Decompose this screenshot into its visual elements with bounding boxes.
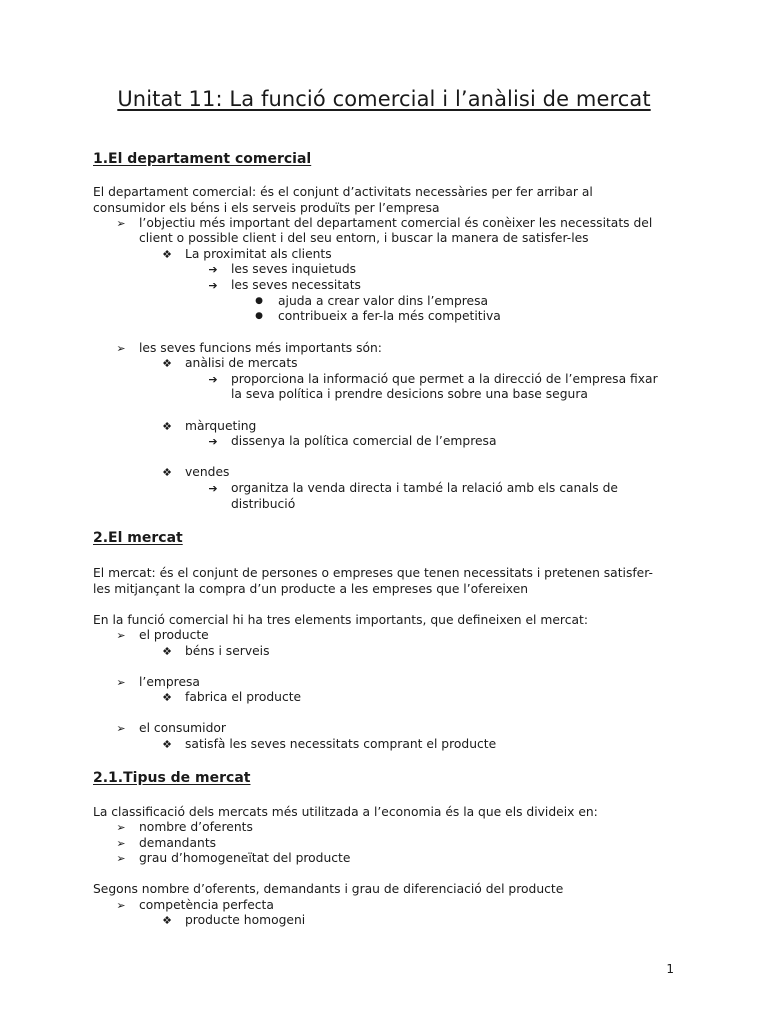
section-heading-departament: 1.El departament comercial <box>93 151 312 167</box>
arrowhead-bullet-icon: ➢ <box>116 837 126 850</box>
list-item: fabrica el producte <box>185 690 302 704</box>
arrowhead-bullet-icon: ➢ <box>116 852 126 865</box>
arrowhead-bullet-icon: ➢ <box>116 217 126 230</box>
diamond-bullet-icon: ❖ <box>162 691 172 704</box>
list-item: béns i serveis <box>185 644 270 658</box>
arrowhead-bullet-icon: ➢ <box>116 899 126 912</box>
list-item: competència perfecta <box>139 898 274 912</box>
list-item: el producte <box>139 628 209 642</box>
arrow-bullet-icon: ➔ <box>208 263 218 276</box>
paragraph-line: En la funció comercial hi ha tres elements importants, que defineixen el mercat: <box>93 613 588 627</box>
list-item-continuation: distribució <box>231 497 296 511</box>
paragraph-line: les mitjançant la compra d’un producte a les empreses que l’ofereixen <box>93 582 529 596</box>
page-number: 1 <box>666 962 674 976</box>
diamond-bullet-icon: ❖ <box>162 420 172 433</box>
arrow-bullet-icon: ➔ <box>208 373 218 386</box>
diamond-bullet-icon: ❖ <box>162 914 172 927</box>
list-item: La proximitat als clients <box>185 247 332 261</box>
list-item: màrqueting <box>185 419 257 433</box>
list-item: les seves inquietuds <box>231 262 357 276</box>
paragraph-line: consumidor els béns i els serveis produïts per l’empresa <box>93 201 440 215</box>
arrow-bullet-icon: ➔ <box>208 482 218 495</box>
diamond-bullet-icon: ❖ <box>162 645 172 658</box>
section-heading-tipus-mercat: 2.1.Tipus de mercat <box>93 770 251 786</box>
document-title: Unitat 11: La funció comercial i l’anàlisi de mercat <box>117 87 651 111</box>
list-item: dissenya la política comercial de l’empresa <box>231 434 497 448</box>
list-item: grau d’homogeneïtat del producte <box>139 851 351 865</box>
list-item: demandants <box>139 836 217 850</box>
dot-bullet-icon: ● <box>255 296 263 306</box>
arrowhead-bullet-icon: ➢ <box>116 342 126 355</box>
list-item: nombre d’oferents <box>139 820 253 834</box>
paragraph-line: El departament comercial: és el conjunt d’activitats necessàries per fer arribar al <box>93 185 593 199</box>
list-item: proporciona la informació que permet a la direcció de l’empresa fixar <box>231 372 658 386</box>
list-item: l’objectiu més important del departament comercial és conèixer les necessitats del <box>139 216 653 230</box>
paragraph-line: La classificació dels mercats més utilitzada a l’economia és la que els divideix en: <box>93 805 598 819</box>
arrowhead-bullet-icon: ➢ <box>116 821 126 834</box>
list-item: les seves necessitats <box>231 278 361 292</box>
list-item: anàlisi de mercats <box>185 356 298 370</box>
list-item: vendes <box>185 465 230 479</box>
list-item: les seves funcions més importants són: <box>139 341 382 355</box>
list-item: contribueix a fer-la més competitiva <box>278 309 501 323</box>
diamond-bullet-icon: ❖ <box>162 738 172 751</box>
arrowhead-bullet-icon: ➢ <box>116 722 126 735</box>
list-item: satisfà les seves necessitats comprant el producte <box>185 737 497 751</box>
diamond-bullet-icon: ❖ <box>162 357 172 370</box>
list-item: producte homogeni <box>185 913 306 927</box>
section-heading-mercat: 2.El mercat <box>93 530 183 546</box>
arrowhead-bullet-icon: ➢ <box>116 676 126 689</box>
arrowhead-bullet-icon: ➢ <box>116 629 126 642</box>
list-item: el consumidor <box>139 721 226 735</box>
list-item: l’empresa <box>139 675 200 689</box>
arrow-bullet-icon: ➔ <box>208 435 218 448</box>
paragraph-line: El mercat: és el conjunt de persones o empreses que tenen necessitats i pretenen satisfer- <box>93 566 653 580</box>
list-item: ajuda a crear valor dins l’empresa <box>278 294 489 308</box>
list-item: organitza la venda directa i també la relació amb els canals de <box>231 481 618 495</box>
arrow-bullet-icon: ➔ <box>208 279 218 292</box>
diamond-bullet-icon: ❖ <box>162 466 172 479</box>
dot-bullet-icon: ● <box>255 311 263 321</box>
list-item-continuation: client o possible client i del seu entorn, i buscar la manera de satisfer-les <box>139 231 589 245</box>
list-item-continuation: la seva política i prendre desicions sobre una base segura <box>231 387 588 401</box>
diamond-bullet-icon: ❖ <box>162 248 172 261</box>
paragraph-line: Segons nombre d’oferents, demandants i grau de diferenciació del producte <box>93 882 564 896</box>
